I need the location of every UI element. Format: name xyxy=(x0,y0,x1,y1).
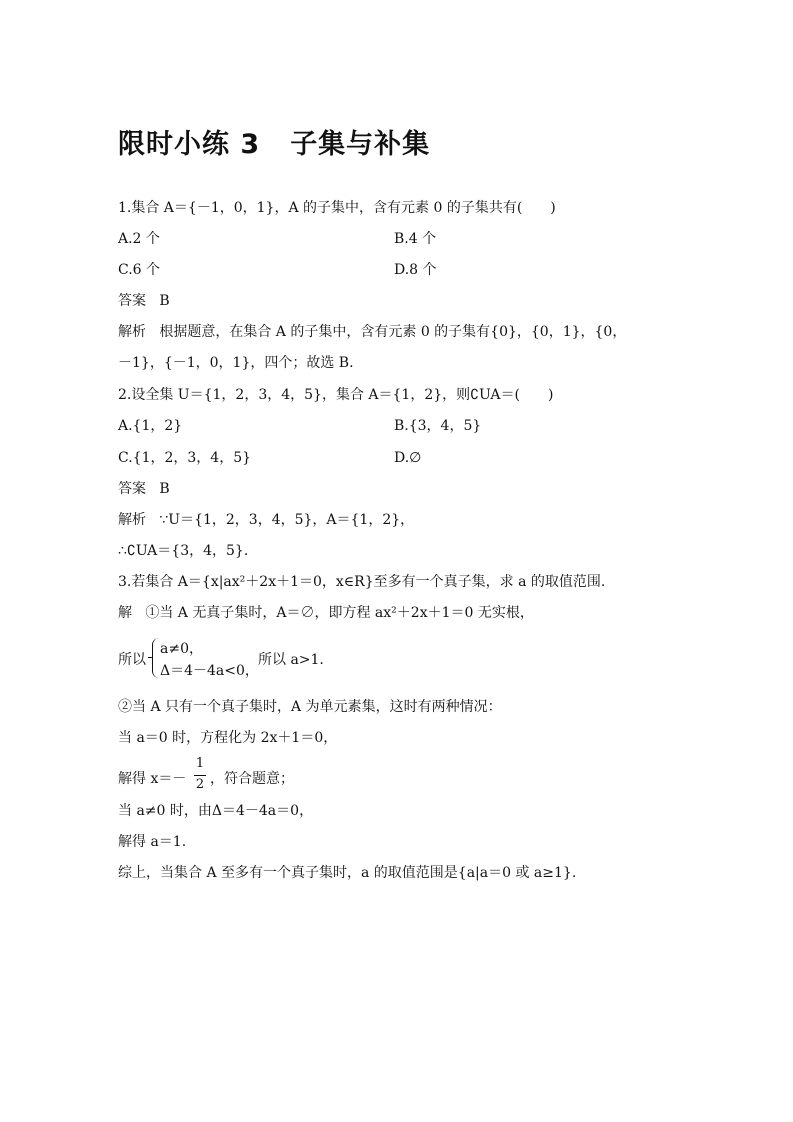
q3-case2: ②当 A 只有一个真子集时，A 为单元素集，这时有两种情况： xyxy=(118,699,502,715)
solve-x-suffix: ，符合题意； xyxy=(210,771,294,787)
q2-option-c: C.{1，2，3，4，5} xyxy=(118,450,252,466)
q2-stem: 2.设全集 U＝{1，2，3，4，5}，集合 A＝{1，2}，则∁UA＝( ) xyxy=(118,387,554,403)
system-row-2: Δ＝4－4a<0， xyxy=(160,663,259,679)
left-brace xyxy=(152,638,160,678)
q1-option-c: C.6 个 xyxy=(118,262,161,278)
q2-answer-label: 答案 xyxy=(118,481,146,497)
q3-stem: 3.若集合 A＝{x|ax²＋2x＋1＝0，x∈R}至多有一个真子集，求 a 的取值范围. xyxy=(118,574,606,590)
q2-option-d: D.∅ xyxy=(394,450,422,466)
system-prefix: 所以 xyxy=(118,652,146,668)
q1-option-d: D.8 个 xyxy=(394,262,437,278)
q2-option-b: B.{3，4，5} xyxy=(394,418,482,434)
q1-analysis-line-1 xyxy=(118,323,626,341)
q3-solution-label: 解 xyxy=(118,605,132,621)
title-main: 限时小练 3 xyxy=(118,129,261,160)
fraction-numerator: 1 xyxy=(195,756,205,771)
q3-conclusion: 综上，当集合 A 至多有一个真子集时，a 的取值范围是{a|a＝0 或 a≥1}. xyxy=(118,865,577,881)
q1-analysis-label: 解析 xyxy=(118,324,146,340)
title-sub: 子集与补集 xyxy=(290,129,431,160)
q3-case1 xyxy=(118,604,534,622)
system-conclusion: 所以 a>1. xyxy=(258,652,324,668)
q2-analysis-line-1 xyxy=(118,511,414,529)
q1-option-b: B.4 个 xyxy=(394,231,437,247)
q1-option-a: A.2 个 xyxy=(118,231,160,247)
q2-analysis-label: 解析 xyxy=(118,512,146,528)
q1-answer xyxy=(118,292,170,310)
q2-analysis-line-2: ∴∁UA＝{3，4，5}. xyxy=(118,543,249,559)
fraction-bar xyxy=(194,775,206,776)
q2-analysis-text-1: ∵U＝{1，2，3，4，5}，A＝{1，2}， xyxy=(159,512,415,528)
q1-analysis-line-2: －1}，{－1，0，1}，四个；故选 B. xyxy=(118,355,354,371)
q1-answer-value: B xyxy=(159,293,170,309)
system-row-1: a≠0， xyxy=(160,641,203,657)
q3-line-a-nonzero: 当 a≠0 时，由Δ＝4－4a＝0， xyxy=(118,803,314,819)
q3-solve-a: 解得 a＝1. xyxy=(118,834,187,850)
page-title xyxy=(118,122,430,161)
q1-stem: 1.集合 A＝{－1，0，1}，A 的子集中，含有元素 0 的子集共有( ) xyxy=(118,200,556,216)
q1-answer-label: 答案 xyxy=(118,293,146,309)
q1-analysis-text-1: 根据题意，在集合 A 的子集中，含有元素 0 的子集有{0}，{0，1}，{0， xyxy=(159,324,627,340)
q3-case1-text: ①当 A 无真子集时，A＝∅，即方程 ax²＋2x＋1＝0 无实根， xyxy=(145,605,534,621)
q3-line-a-zero: 当 a＝0 时，方程化为 2x＋1＝0， xyxy=(118,730,338,746)
q2-answer-value: B xyxy=(159,481,170,497)
fraction-denominator: 2 xyxy=(195,777,205,792)
solve-x-prefix: 解得 x＝－ xyxy=(118,771,187,787)
inequality-system xyxy=(118,636,678,682)
q2-option-a: A.{1，2} xyxy=(118,418,183,434)
q2-answer xyxy=(118,480,170,498)
